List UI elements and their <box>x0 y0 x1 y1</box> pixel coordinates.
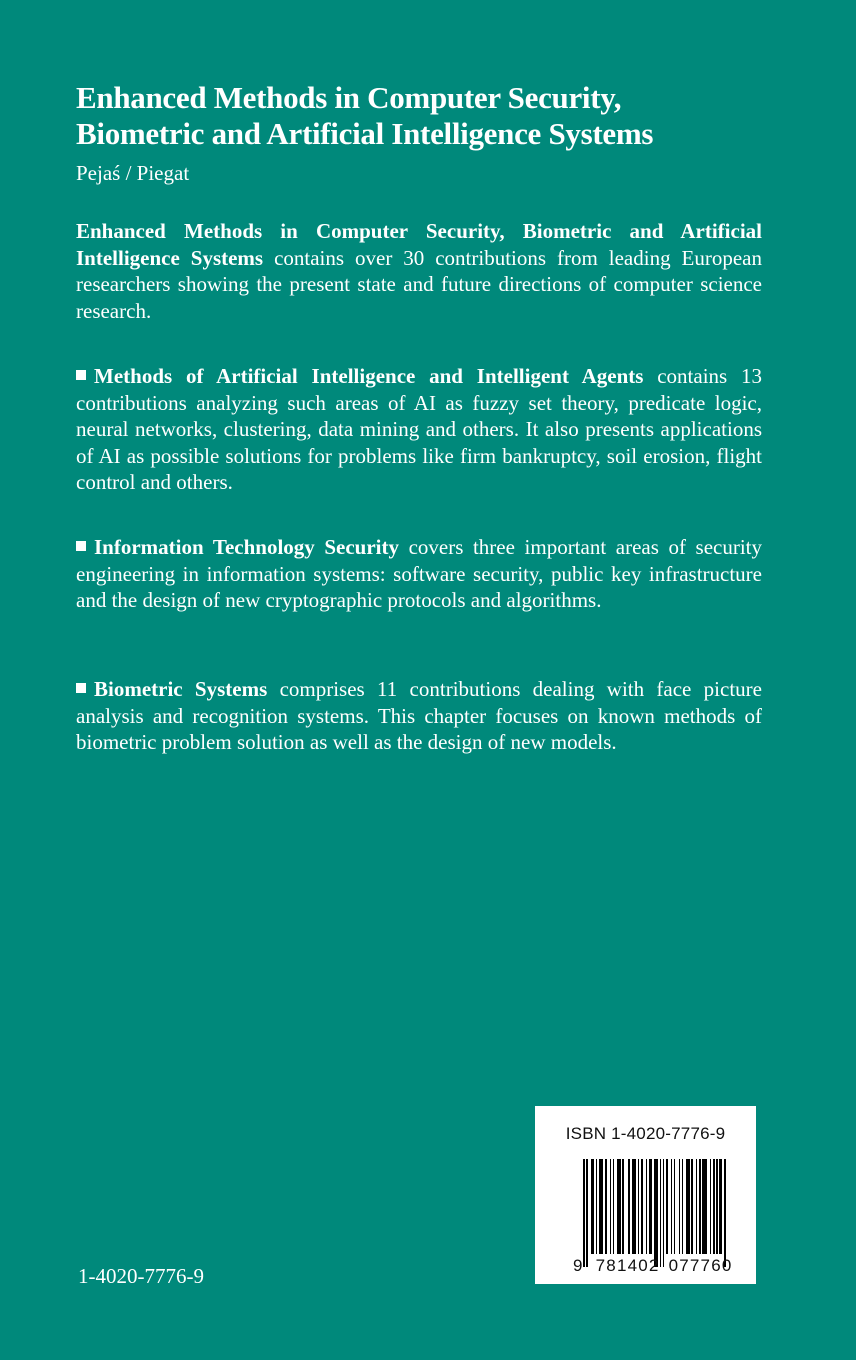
book-title <box>76 80 796 152</box>
barcode-digit-first: 9 <box>573 1256 584 1275</box>
section-biometric-text: comprises 11 contributions dealing with face picture analysis and recognition systems. This chapter focuses on known methods of biometric problem solution as well as the design of new models. <box>76 677 762 754</box>
barcode-digits-right: 077760 <box>668 1256 733 1275</box>
barcode-digits-left: 781402 <box>595 1256 660 1275</box>
section-ai-text: contains 13 contributions analyzing such areas of AI as fuzzy set theory, predicate logic, neural networks, clustering, data mining and others. It also presents applications of AI as possible solutions for problems like firm bankruptcy, soil erosion, flight control and others. <box>76 364 762 494</box>
square-bullet-icon <box>76 683 86 693</box>
barcode-digits <box>573 1256 733 1276</box>
section-security-paragraph <box>76 534 762 614</box>
title-line-1: Enhanced Methods in Computer Security, <box>76 80 622 115</box>
section-biometric-bold: Biometric Systems <box>94 677 268 701</box>
footer-isbn: 1-4020-7776-9 <box>78 1264 204 1288</box>
section-ai-bold: Methods of Artificial Intelligence and Intelligent Agents <box>94 364 644 388</box>
square-bullet-icon <box>76 370 86 380</box>
barcode-icon <box>583 1159 728 1267</box>
section-ai-paragraph <box>76 363 762 496</box>
intro-bold: Enhanced Methods in Computer Security, Biometric and Artificial Intelligence Systems <box>76 219 762 270</box>
section-security-bold: Information Technology Security <box>94 535 400 559</box>
title-line-2: Biometric and Artificial Intelligence Systems <box>76 116 654 151</box>
section-security-text: covers three important areas of security engineering in information systems: software security, public key infrastructure and the design of new cryptographic protocols and algorithms. <box>76 535 762 612</box>
barcode-isbn-label: ISBN 1-4020-7776-9 <box>565 1124 726 1143</box>
authors: Pejaś / Piegat <box>76 161 190 185</box>
intro-paragraph <box>76 218 762 324</box>
square-bullet-icon <box>76 541 86 551</box>
section-biometric-paragraph <box>76 676 762 756</box>
intro-text: contains over 30 contributions from leading European researchers showing the present state and future directions of computer science research. <box>76 245 762 323</box>
barcode-gap <box>726 1159 728 1267</box>
isbn-barcode-box <box>535 1106 756 1284</box>
